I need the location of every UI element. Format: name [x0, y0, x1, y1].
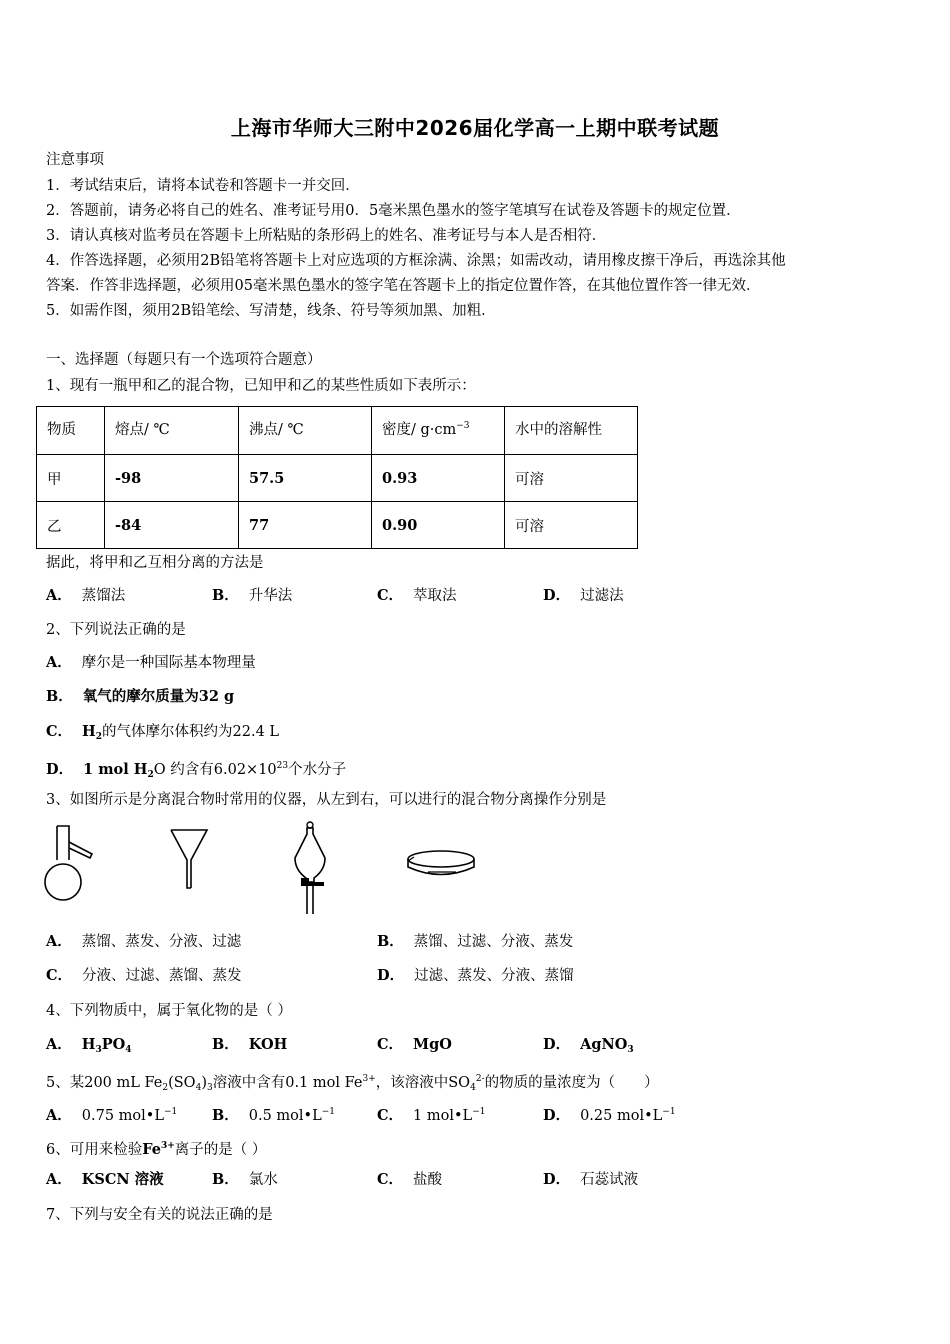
q1-option-c[interactable]: C． 萃取法 — [377, 587, 457, 604]
section-heading: 一、选择题（每题只有一个选项符合题意） — [46, 352, 322, 368]
table-header-cell: 水中的溶解性 — [505, 407, 638, 455]
q6-option-c[interactable]: C． 盐酸 — [377, 1171, 443, 1188]
table-row — [37, 455, 638, 502]
notice-item: 5．如需作图，须用2B铅笔绘、写清楚，线条、符号等须加黑、加粗． — [46, 303, 496, 319]
q4-option-c[interactable]: C． MgO — [377, 1036, 452, 1053]
properties-table — [36, 406, 638, 549]
q1-after: 据此，将甲和乙互相分离的方法是 — [46, 555, 264, 571]
q2-option-c[interactable]: C． $H_2$的气体摩尔体积约为22.4 L — [46, 723, 280, 742]
table-cell: 甲 — [37, 455, 105, 502]
notice-item: 2．答题前，请务必将自己的姓名、准考证号用0．5毫米黑色墨水的签字笔填写在试卷及答题卡的规定位置． — [46, 203, 741, 219]
q1-option-a[interactable]: A． 蒸馏法 — [46, 587, 126, 604]
table-cell: 可溶 — [505, 455, 638, 502]
q5-option-c[interactable]: C． 1 $mol•L^{-1}$ — [377, 1107, 486, 1124]
q1-stem: 1、现有一瓶甲和乙的混合物，已知甲和乙的某些性质如下表所示： — [46, 378, 476, 394]
q3-stem: 3、如图所示是分离混合物时常用的仪器，从左到右，可以进行的混合物分离操作分别是 — [46, 792, 607, 808]
q5-option-b[interactable]: B． 0.5 $mol•L^{-1}$ — [212, 1107, 336, 1124]
table-header-cell: 物质 — [37, 407, 105, 455]
q4-option-b[interactable]: B． KOH — [212, 1036, 288, 1053]
q2-option-b[interactable]: B． 氧气的摩尔质量为32 g — [46, 688, 235, 705]
q1-option-d[interactable]: D． 过滤法 — [543, 587, 624, 604]
evaporating-dish-icon — [404, 846, 480, 882]
q5-stem: 5、某200 mL $Fe_2(SO_4)_3$溶液中含有0.1 mol $Fe^{3+}$，该溶液中$SO_4^{2-}$的物质的量浓度为（ ） — [46, 1074, 659, 1093]
distillation-flask-icon — [40, 822, 100, 910]
notice-item: 4．作答选择题，必须用2B铅笔将答题卡上对应选项的方框涂满、涂黑；如需改动，请用橡皮擦干净后，再选涂其他 — [46, 253, 786, 269]
q3-option-a[interactable]: A． 蒸馏、蒸发、分液、过滤 — [46, 933, 242, 950]
table-cell: 77 — [239, 502, 372, 549]
q4-stem: 4、下列物质中，属于氧化物的是（ ） — [46, 1003, 292, 1019]
q4-option-a[interactable]: A． $H_3PO_4$ — [46, 1036, 132, 1055]
funnel-icon — [168, 826, 212, 892]
q2-option-a[interactable]: A． 摩尔是一种国际基本物理量 — [46, 654, 256, 671]
q4-option-d[interactable]: D． AgNO$_3$ — [543, 1036, 634, 1055]
table-cell: -98 — [105, 455, 239, 502]
table-cell: 0.93 — [372, 455, 505, 502]
q6-option-a[interactable]: A． KSCN 溶液 — [46, 1171, 164, 1188]
table-header-cell: 沸点/ ℃ — [239, 407, 372, 455]
table-header-cell: 熔点/ ℃ — [105, 407, 239, 455]
notice-item: 答案．作答非选择题，必须用05毫米黑色墨水的签字笔在答题卡上的指定位置作答，在其他位置作答一律无效． — [46, 278, 761, 294]
q2-stem: 2、下列说法正确的是 — [46, 622, 186, 638]
table-row — [37, 502, 638, 549]
notice-item: 1．考试结束后，请将本试卷和答题卡一并交回． — [46, 178, 360, 194]
q3-option-d[interactable]: D． 过滤、蒸发、分液、蒸馏 — [377, 967, 574, 984]
notice-item: 3．请认真核对监考员在答题卡上所粘贴的条形码上的姓名、准考证号与本人是否相符． — [46, 228, 607, 244]
table-cell: -84 — [105, 502, 239, 549]
table-cell: 乙 — [37, 502, 105, 549]
table-cell: 57.5 — [239, 455, 372, 502]
table-cell: 可溶 — [505, 502, 638, 549]
notice-heading: 注意事项 — [46, 152, 104, 168]
q3-option-b[interactable]: B． 蒸馏、过滤、分液、蒸发 — [377, 933, 574, 950]
q6-stem: 6、可用来检验$Fe^{3+}$离子的是（ ） — [46, 1141, 267, 1158]
q6-option-d[interactable]: D． 石蕊试液 — [543, 1171, 639, 1188]
q5-option-d[interactable]: D． 0.25 $mol•L^{-1}$ — [543, 1107, 676, 1124]
table-header-cell: 密度/ $g\cdot cm^{-3}$ — [372, 407, 505, 455]
q3-option-c[interactable]: C． 分液、过滤、蒸馏、蒸发 — [46, 967, 242, 984]
q6-option-b[interactable]: B． 氯水 — [212, 1171, 278, 1188]
q1-option-b[interactable]: B． 升华法 — [212, 587, 293, 604]
q5-option-a[interactable]: A． 0.75 $mol•L^{-1}$ — [46, 1107, 178, 1124]
page-title: 上海市华师大三附中2026届化学高一上期中联考试题 — [230, 116, 720, 140]
table-cell: 0.90 — [372, 502, 505, 549]
q7-stem: 7、下列与安全有关的说法正确的是 — [46, 1207, 273, 1223]
table-header-row — [37, 407, 638, 455]
q2-option-d[interactable]: D． 1 mol $H_2O$ 约含有$6.02\times 10^{23}$个水分子 — [46, 761, 347, 780]
separatory-funnel-icon — [290, 820, 330, 918]
